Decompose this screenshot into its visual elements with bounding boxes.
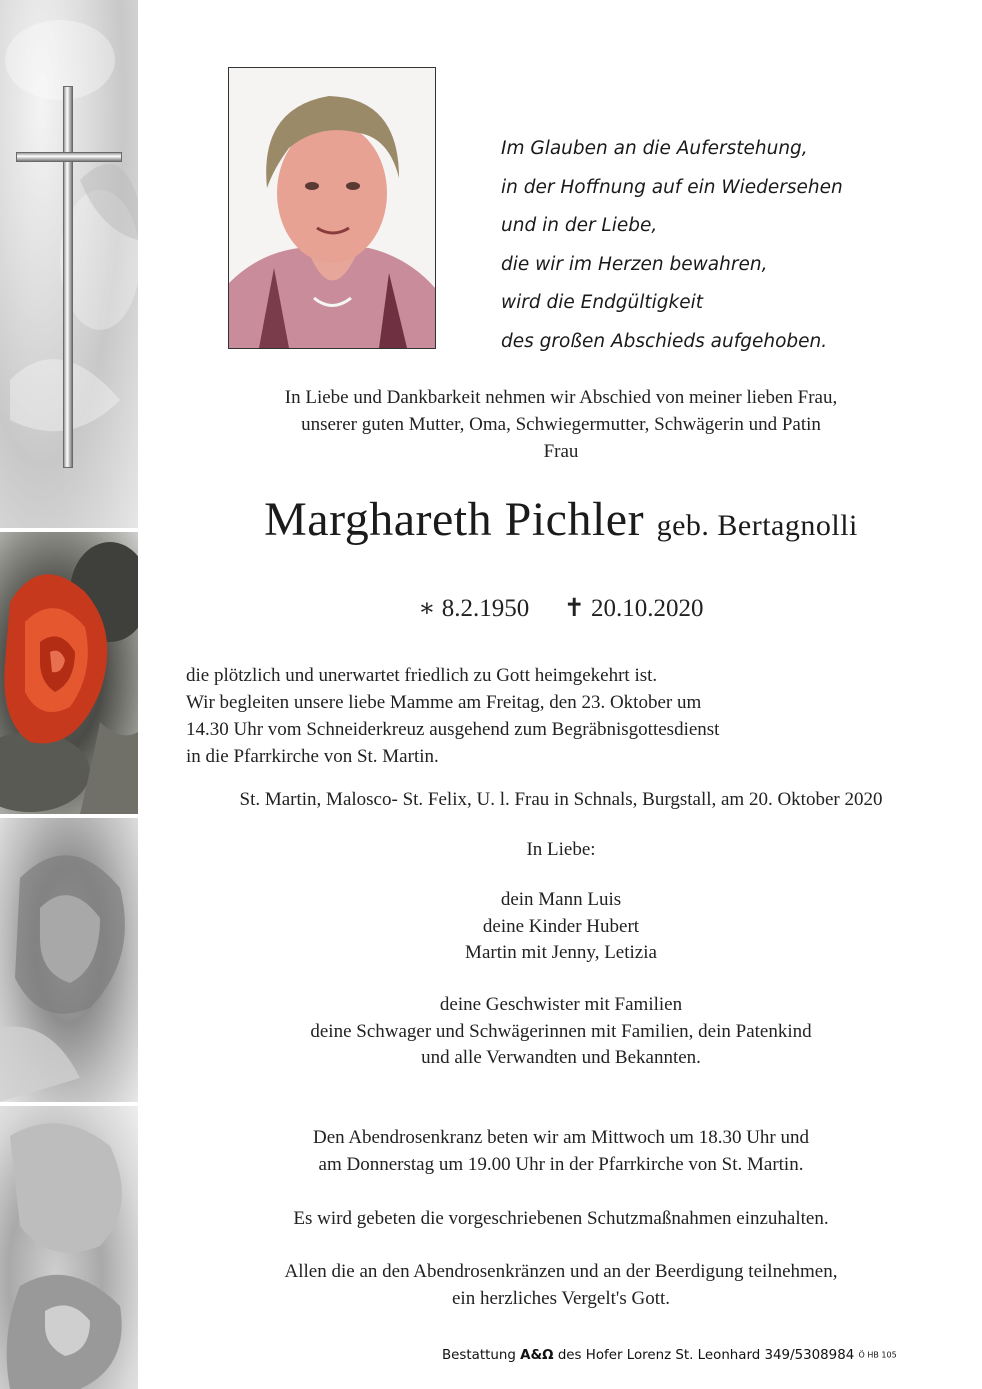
place-and-date: St. Martin, Malosco- St. Felix, U. l. Frau in Schnals, Burgstall, am 20. Oktober 2020	[239, 789, 883, 810]
life-dates	[140, 592, 982, 626]
portrait-photo	[228, 67, 436, 349]
decorative-side-strip	[0, 0, 138, 1389]
birth-date: 8.2.1950	[441, 595, 530, 622]
gray-rose-image-bottom	[0, 1106, 138, 1389]
verse-line: Im Glauben an die Auferstehung,	[501, 138, 808, 159]
mourner-line: und alle Verwandten und Bekannten.	[421, 1047, 701, 1068]
mourner-line: deine Kinder Hubert	[482, 915, 640, 937]
announcement-line: Wir begleiten unsere liebe Mamme am Freitag, den 23. Oktober um	[186, 692, 702, 713]
mourner-line: deine Geschwister mit Familien	[439, 994, 683, 1015]
verse-line: in der Hoffnung auf ein Wiedersehen	[501, 176, 843, 198]
mourners-extended-family	[140, 992, 982, 1072]
floral-background-top	[0, 0, 138, 528]
undertaker-footer	[442, 1348, 972, 1363]
rose-gray-bottom-icon	[0, 1106, 138, 1389]
announcement-line: die plötzlich und unerwartet friedlich zu Gott heimgekehrt ist.	[186, 665, 658, 686]
announcement-line: 14.30 Uhr vom Schneiderkreuz ausgehend zum Begräbnisgottesdienst	[186, 719, 720, 740]
footer-brand-logo: A&Ω	[520, 1348, 554, 1363]
death-date: 20.10.2020	[590, 595, 704, 622]
verse-line: und in der Liebe,	[501, 215, 658, 236]
mourner-line: deine Schwager und Schwägerinnen mit Familien, dein Patenkind	[310, 1020, 812, 1042]
announcement-line: in die Pfarrkirche von St. Martin.	[186, 746, 439, 767]
protection-notice: Es wird gebeten die vorgeschriebenen Schutzmaßnahmen einzuhalten.	[293, 1208, 829, 1229]
rose-icon	[0, 532, 138, 814]
birth-star-icon: ∗	[418, 595, 436, 622]
rosary-line: Den Abendrosenkranz beten wir am Mittwoch um 18.30 Uhr und	[312, 1127, 809, 1148]
mourner-line: Martin mit Jenny, Letizia	[465, 942, 657, 963]
footer-details: des Hofer Lorenz St. Leonhard 349/5308984	[557, 1348, 855, 1363]
verse-line: des großen Abschieds aufgehoben.	[501, 330, 828, 352]
death-cross-icon: ✝	[563, 595, 585, 622]
thanks-line: ein herzliches Vergelt's Gott.	[452, 1287, 670, 1309]
cross-horizontal-bar	[16, 152, 122, 162]
mourner-line: dein Mann Luis	[500, 889, 622, 910]
footer-code: Ö HB 105	[858, 1350, 897, 1360]
thanks-text	[140, 1259, 982, 1312]
footer-prefix: Bestattung	[442, 1348, 516, 1363]
rose-gray-icon	[0, 818, 138, 1102]
intro-line: unserer guten Mutter, Oma, Schwiegermutter, Schwägerin und Patin	[301, 414, 821, 435]
funeral-announcement	[186, 662, 926, 770]
rosary-schedule	[140, 1125, 982, 1178]
intro-text	[140, 384, 982, 465]
verse-line: die wir im Herzen bewahren,	[501, 253, 768, 275]
deceased-name-heading	[140, 492, 982, 554]
portrait-image	[229, 68, 435, 348]
intro-line: Frau	[543, 441, 579, 462]
mourners-close-family	[140, 887, 982, 967]
memorial-verse	[501, 130, 921, 361]
thanks-line: Allen die an den Abendrosenkränzen und an der Beerdigung teilnehmen,	[284, 1261, 838, 1282]
intro-line: In Liebe und Dankbarkeit nehmen wir Abschied von meiner lieben Frau,	[284, 387, 838, 408]
verse-line: wird die Endgültigkeit	[501, 292, 704, 313]
deceased-name: Marghareth Pichler	[264, 493, 645, 546]
in-love-heading: In Liebe:	[526, 839, 596, 860]
red-rose-image	[0, 532, 138, 814]
rosary-line: am Donnerstag um 19.00 Uhr in der Pfarrkirche von St. Martin.	[318, 1153, 804, 1175]
gray-rose-image-middle	[0, 818, 138, 1102]
cross-vertical-bar	[63, 86, 73, 468]
maiden-name: geb. Bertagnolli	[656, 509, 858, 542]
